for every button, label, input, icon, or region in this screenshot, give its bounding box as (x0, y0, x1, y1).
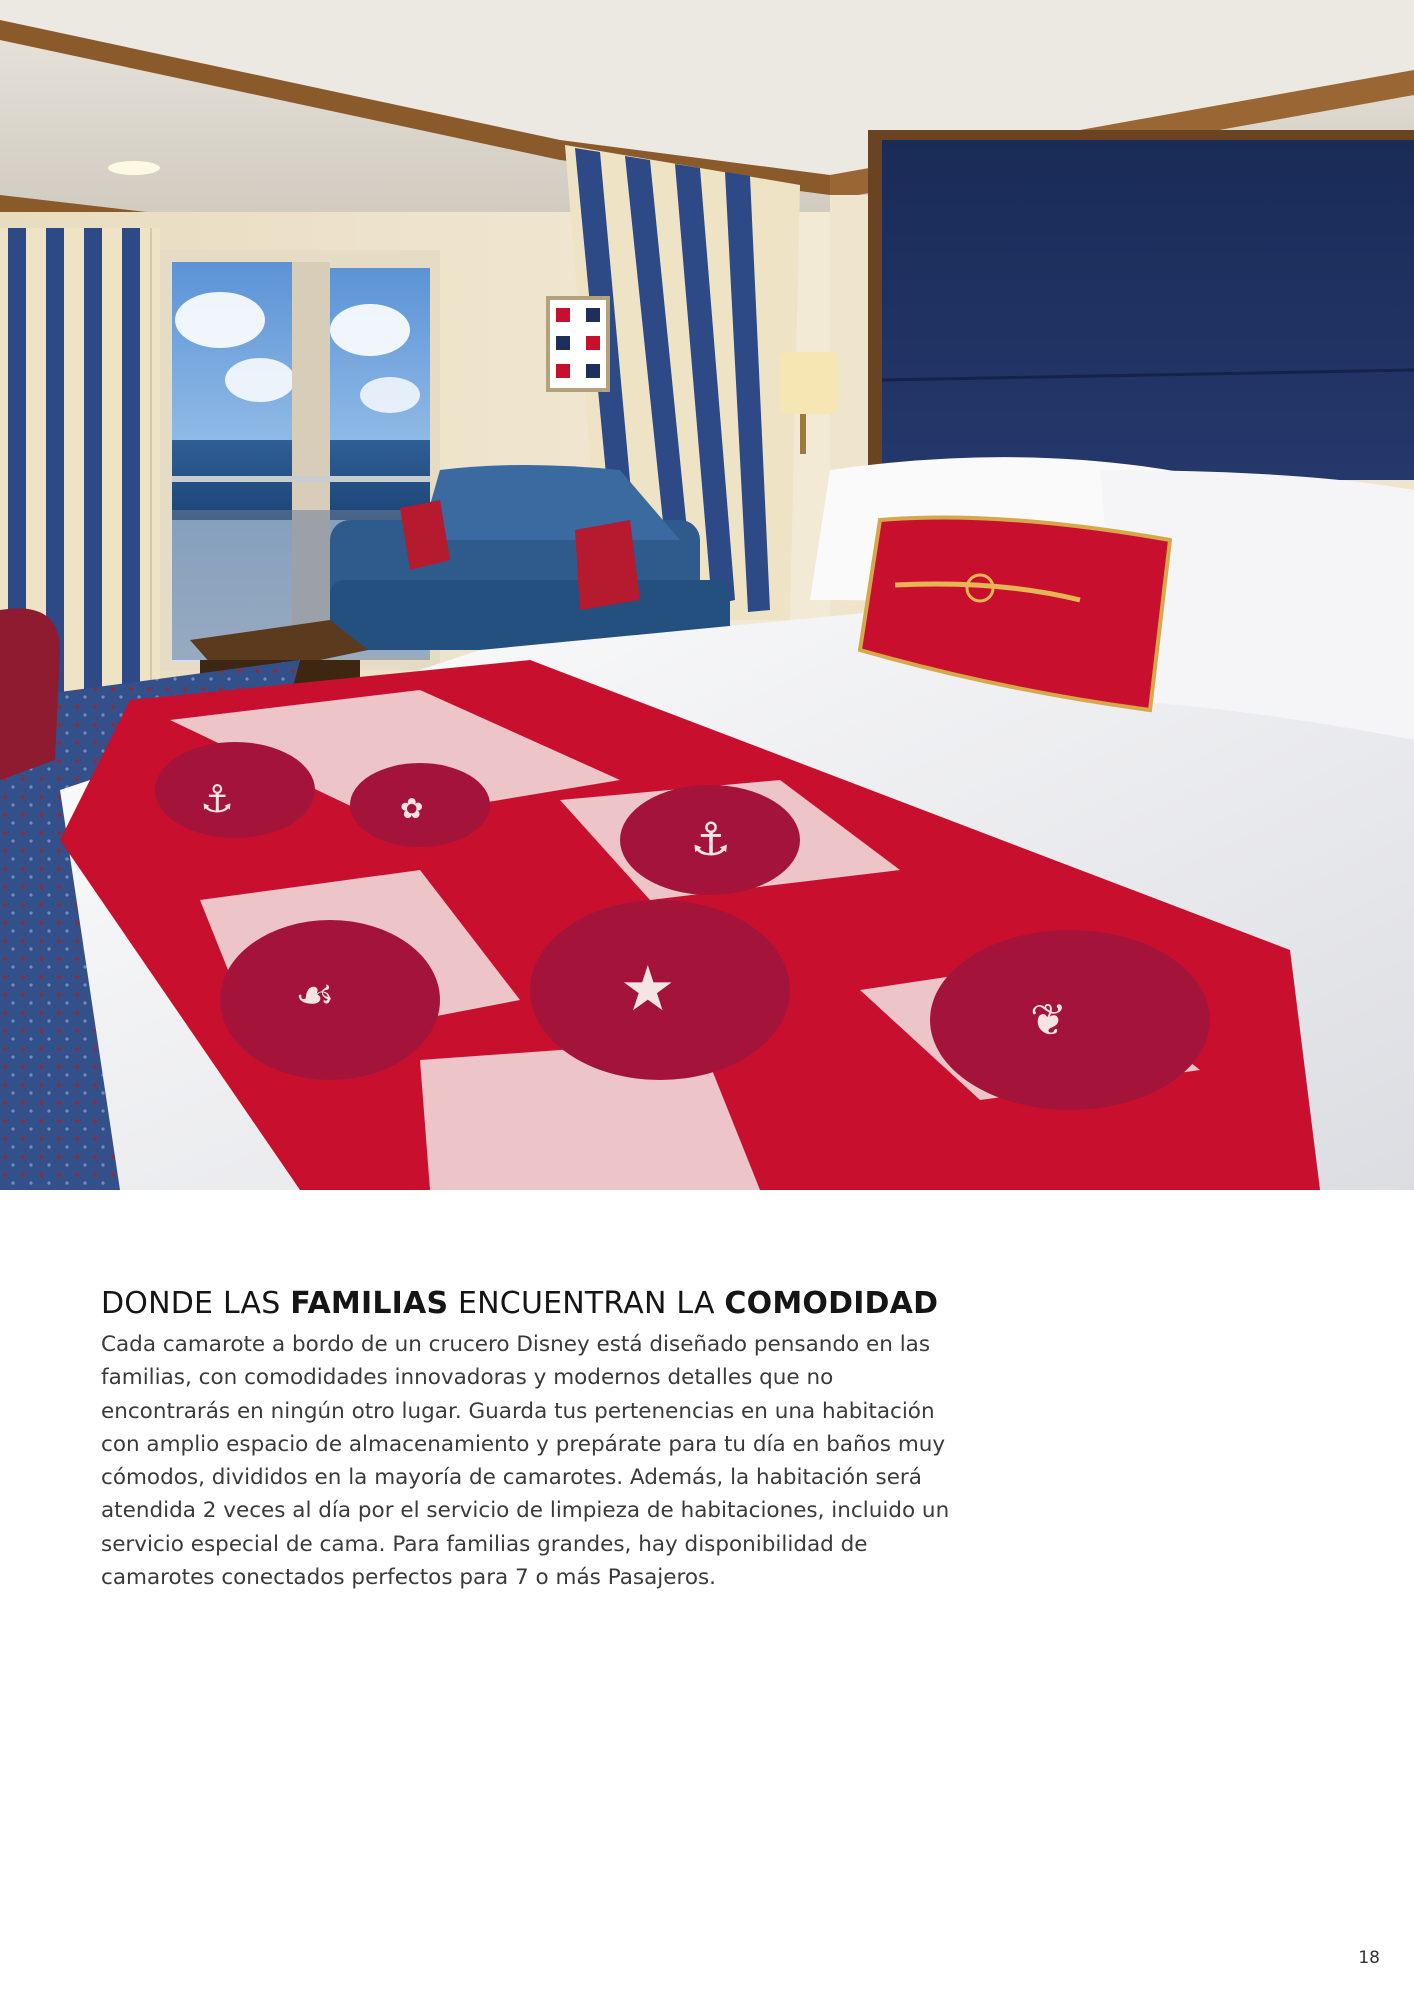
article-body: Cada camarote a bordo de un crucero Disney está diseñado pensando en las familias, con comodidades innovadoras y modernos detalles que no encontrarás en ningún otro lugar. Guarda tus pertenencias en una habitación con amplio espacio de almacenamiento y prepárate para tu día en baños muy cómodos, divididos en la mayoría de camarotes. Además, la habitación será atendida 2 veces al día por el servicio de limpieza de habitaciones, incluido un servicio especial de cama. Para familias grandes, hay disponibilidad de camarotes conectados perfectos para 7 o más Pasajeros. (101, 1332, 950, 1591)
svg-text:⚓: ⚓ (200, 777, 235, 821)
svg-text:☙: ☙ (295, 970, 335, 1021)
headline-part1: DONDE LAS (101, 1286, 291, 1321)
headline (101, 1282, 961, 1326)
svg-text:★: ★ (620, 952, 676, 1025)
svg-text:⚓: ⚓ (690, 812, 732, 866)
headline-bold-familias: FAMILIAS (290, 1286, 449, 1321)
headline-bold-comodidad: COMODIDAD (724, 1286, 939, 1321)
headline-part2: ENCUENTRAN LA (448, 1286, 725, 1321)
svg-text:✿: ✿ (400, 792, 424, 825)
page-number: 18 (1358, 1948, 1380, 1968)
headboard (868, 130, 1414, 480)
svg-text:❦: ❦ (1030, 995, 1067, 1046)
article (101, 1282, 961, 1594)
